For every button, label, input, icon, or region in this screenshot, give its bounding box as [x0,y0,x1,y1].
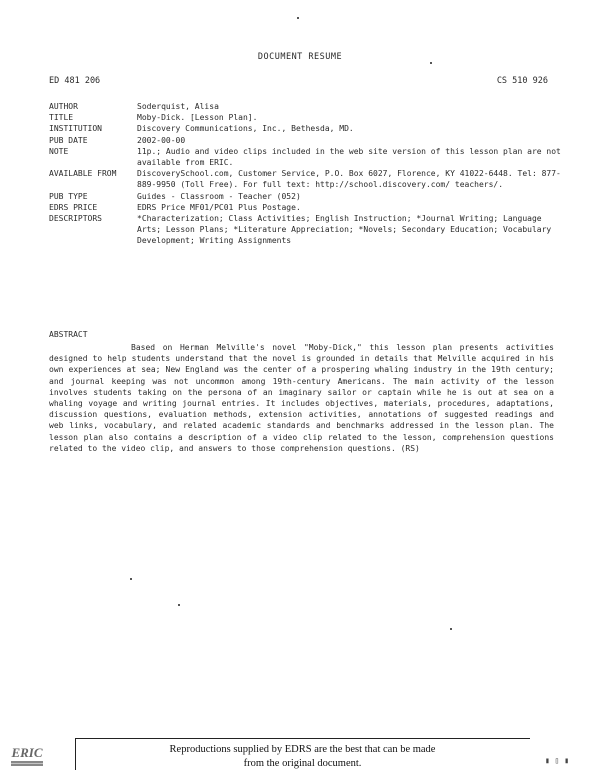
svg-text:ERIC: ERIC [11,745,43,760]
field-title [49,112,569,123]
field-descriptors [49,213,569,247]
metadata-fields [49,101,569,247]
field-value: Soderquist, Alisa [137,102,219,111]
abstract-label: ABSTRACT [49,330,88,339]
field-pub-type [49,191,569,202]
scan-speck [178,604,180,606]
scan-speck [297,17,299,19]
field-value: *Characterization; Class Activities; English Instruction; *Journal Writing; Language Arts; Lesson Plans; *Literature Appreciation; *Novels; Secondary Education; Vocabulary Development; Writing Assignments [137,214,557,246]
field-available-from [49,168,569,190]
field-author [49,101,569,112]
footer-marks: ▮ ▯ ▮ [545,756,570,765]
footer-notice [75,738,530,772]
field-value: EDRS Price MF01/PC01 Plus Postage. [137,202,301,212]
field-institution [49,123,569,134]
field-label: NOTE [49,146,69,156]
field-label: DESCRIPTORS [49,214,102,224]
field-value: DiscoverySchool.com, Customer Service, P.O. Box 6027, Florence, KY 41022-6448. Tel: 877-889-9950 (Toll Free). For full text: http://school.discovery.com/ teachers/. [137,169,561,190]
field-value: 11p.; Audio and video clips included in the web site version of this lesson plan are not available from ERIC. [137,146,566,168]
eric-logo-icon [8,740,46,770]
ed-number: ED 481 206 [49,76,101,86]
scan-speck [130,578,132,580]
field-label: AUTHOR [49,102,78,111]
field-value: 2002-00-00 [137,135,186,145]
field-edrs-price [49,202,569,213]
field-value: Discovery Communications, Inc., Bethesda, MD. [137,124,354,134]
scan-speck [430,62,432,64]
field-label: INSTITUTION [49,124,102,134]
field-value: Guides - Classroom - Teacher (052) [137,191,301,201]
field-note [49,146,569,168]
document-title: DOCUMENT RESUME [257,52,343,62]
field-label: EDRS PRICE [49,202,98,212]
abstract-text [49,342,554,454]
field-label: AVAILABLE FROM [49,169,117,179]
footer-rule [75,738,530,739]
field-label: PUB TYPE [49,191,88,201]
cs-number: CS 510 926 [496,76,548,86]
scan-speck [450,628,452,630]
field-value: Moby-Dick. [Lesson Plan]. [137,113,258,123]
field-label: TITLE [49,113,74,123]
footer-line-2: from the original document. [243,758,362,769]
footer-line-1: Reproductions supplied by EDRS are the best that can be made [169,744,436,755]
abstract-body: Based on Herman Melville's novel "Moby-Dick," this lesson plan presents activities designed to help students understand that the novel is grounded in details that Melville acquired in his own experiences at sea; New England was the center of a prospering whaling industry in the 19th century; and journal keeping was not uncommon among 19th-century Americans. The main activity of the lesson involves students taking on the persona of an imaginary sailor or captain while he is out at sea on a whaling voyage and writing journal entries. It includes objectives, materials, procedures, adaptations, discussion questions, evaluation methods, extension activities, annotations of suggested readings and web links, vocabulary, and related academic standards and benchmarks addressed in the lesson plan. The lesson plan also contains a description of a video clip related to the lesson, comprehension questions related to the video clip, and answers to those comprehension questions. (RS) [49,343,554,453]
field-pub-date [49,135,569,146]
field-label: PUB DATE [49,135,88,145]
